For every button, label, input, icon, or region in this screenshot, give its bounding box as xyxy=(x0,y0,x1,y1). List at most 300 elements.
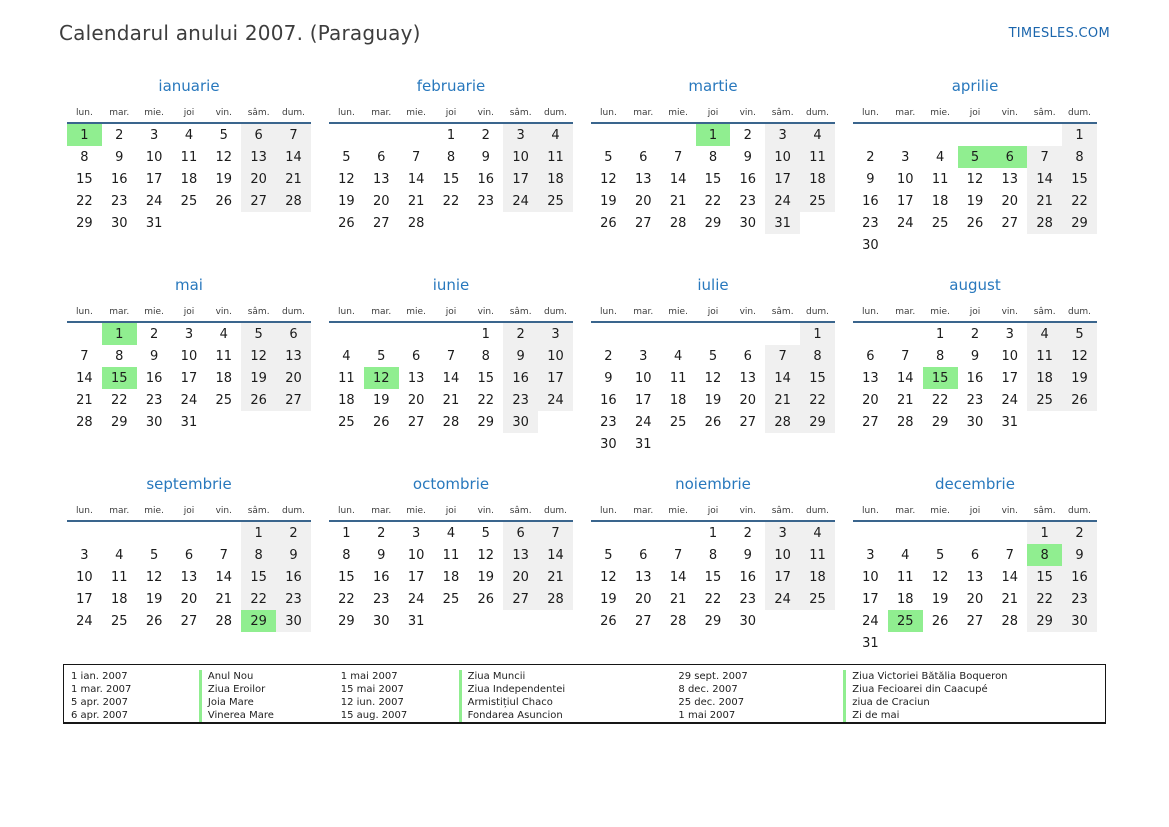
day-cell-iulie-13: 13 xyxy=(739,370,757,386)
month-title-noiembrie[interactable]: noiembrie xyxy=(675,475,751,493)
day-cell-aprilie-28: 28 xyxy=(1027,212,1062,234)
day-cell-aprilie-23: 23 xyxy=(862,215,879,231)
day-cell-iunie-10: 10 xyxy=(538,345,573,367)
empty-cell xyxy=(661,123,696,146)
day-cell-februarie-16: 16 xyxy=(477,171,495,187)
day-cell-noiembrie-22: 22 xyxy=(704,591,722,607)
day-cell-noiembrie-13: 13 xyxy=(634,569,652,585)
legend-date: 5 apr. 2007 xyxy=(71,697,129,708)
day-cell-septembrie-5: 5 xyxy=(149,547,159,563)
day-cell-decembrie-29: 29 xyxy=(1027,610,1062,632)
weekday-header: lun. xyxy=(338,506,355,516)
day-cell-ianuarie-8: 8 xyxy=(80,149,89,165)
weekday-header: sâm. xyxy=(771,108,794,118)
weekday-header: joi xyxy=(445,307,457,317)
day-cell-martie-16: 16 xyxy=(739,171,757,187)
legend-names-col-3 xyxy=(843,670,1105,722)
day-cell-ianuarie-25: 25 xyxy=(180,193,198,209)
weekday-header: sâm. xyxy=(771,307,794,317)
day-cell-august-31: 31 xyxy=(1001,414,1019,430)
day-cell-septembrie-25: 25 xyxy=(110,613,128,629)
legend-holiday-name: Ziua Independentei xyxy=(459,683,679,696)
day-cell-octombrie-4: 4 xyxy=(446,525,456,541)
day-cell-mai-12: 12 xyxy=(241,345,276,367)
month-ianuarie xyxy=(67,76,311,234)
day-cell-august-6: 6 xyxy=(866,348,875,364)
empty-cell xyxy=(853,521,888,544)
month-grid-iulie xyxy=(591,301,835,455)
weekday-header: joi xyxy=(969,108,981,118)
month-martie xyxy=(591,76,835,234)
day-cell-septembrie-9: 9 xyxy=(276,544,311,566)
empty-cell xyxy=(503,212,538,234)
day-cell-noiembrie-17: 17 xyxy=(765,566,800,588)
empty-cell xyxy=(661,433,696,455)
empty-cell xyxy=(276,411,311,433)
day-cell-noiembrie-23: 23 xyxy=(739,591,757,607)
day-cell-iulie-8: 8 xyxy=(800,345,835,367)
day-cell-iulie-14: 14 xyxy=(765,367,800,389)
day-cell-iulie-6: 6 xyxy=(743,348,752,364)
empty-cell xyxy=(958,521,993,544)
month-mai xyxy=(67,275,311,433)
day-cell-decembrie-11: 11 xyxy=(896,569,914,585)
weekday-header: mie. xyxy=(668,108,688,118)
empty-cell xyxy=(888,521,923,544)
day-cell-martie-22: 22 xyxy=(704,193,722,209)
day-cell-iulie-1: 1 xyxy=(800,322,835,345)
day-cell-februarie-11: 11 xyxy=(538,146,573,168)
month-title-mai[interactable]: mai xyxy=(175,276,203,294)
weekday-header: mie. xyxy=(930,506,950,516)
weekday-header: mie. xyxy=(406,307,426,317)
weekday-header: vin. xyxy=(739,108,756,118)
empty-cell xyxy=(591,123,626,146)
weekday-header: sâm. xyxy=(1033,108,1056,118)
day-cell-august-18: 18 xyxy=(1027,367,1062,389)
empty-cell xyxy=(730,433,765,455)
day-cell-aprilie-20: 20 xyxy=(1001,193,1019,209)
day-cell-august-8: 8 xyxy=(935,348,945,364)
legend-date: 1 mai 2007 xyxy=(678,710,736,721)
empty-cell xyxy=(853,123,888,146)
day-cell-iulie-16: 16 xyxy=(600,392,617,408)
day-cell-decembrie-20: 20 xyxy=(966,591,984,607)
day-cell-februarie-5: 5 xyxy=(342,149,351,165)
weekday-header: lun. xyxy=(76,506,93,516)
weekday-header: dum. xyxy=(282,506,306,516)
day-cell-martie-14: 14 xyxy=(669,171,687,187)
month-grid-mai xyxy=(67,301,311,433)
day-cell-octombrie-15: 15 xyxy=(338,569,355,585)
day-cell-noiembrie-16: 16 xyxy=(739,569,757,585)
day-cell-noiembrie-18: 18 xyxy=(800,566,835,588)
day-cell-decembrie-13: 13 xyxy=(966,569,984,585)
day-cell-octombrie-28: 28 xyxy=(538,588,573,610)
legend-date: 1 ian. 2007 xyxy=(71,671,128,682)
day-cell-august-9: 9 xyxy=(970,348,980,364)
day-cell-decembrie-15: 15 xyxy=(1027,566,1062,588)
legend-date: 29 sept. 2007 xyxy=(678,671,748,682)
month-grid-septembrie xyxy=(67,500,311,632)
weekday-header: mie. xyxy=(406,108,426,118)
day-cell-august-16: 16 xyxy=(966,370,984,386)
month-iulie xyxy=(591,275,835,455)
empty-cell xyxy=(1062,234,1097,256)
day-cell-iulie-19: 19 xyxy=(704,392,722,408)
day-cell-august-13: 13 xyxy=(862,370,879,386)
day-cell-septembrie-16: 16 xyxy=(276,566,311,588)
day-cell-iulie-26: 26 xyxy=(704,414,722,430)
empty-cell xyxy=(206,411,241,433)
day-cell-mai-25: 25 xyxy=(215,392,233,408)
month-grid-aprilie xyxy=(853,102,1097,256)
day-cell-aprilie-29: 29 xyxy=(1062,212,1097,234)
empty-cell xyxy=(958,632,993,654)
empty-cell xyxy=(888,322,923,345)
day-cell-aprilie-17: 17 xyxy=(896,193,914,209)
day-cell-mai-28: 28 xyxy=(76,414,93,430)
day-cell-martie-6: 6 xyxy=(639,149,648,165)
day-cell-octombrie-2: 2 xyxy=(377,525,386,541)
day-cell-decembrie-3: 3 xyxy=(866,547,875,563)
weekday-header: mar. xyxy=(109,307,130,317)
day-cell-septembrie-28: 28 xyxy=(215,613,233,629)
empty-cell xyxy=(923,521,958,544)
weekday-header: lun. xyxy=(338,307,355,317)
day-cell-iunie-13: 13 xyxy=(407,370,425,386)
weekday-header: vin. xyxy=(215,506,232,516)
month-august xyxy=(853,275,1097,433)
day-cell-aprilie-1: 1 xyxy=(1062,123,1097,146)
day-cell-iulie-28: 28 xyxy=(765,411,800,433)
day-cell-iulie-5: 5 xyxy=(708,348,718,364)
weekday-header: joi xyxy=(445,108,457,118)
day-cell-aprilie-5: 5 xyxy=(958,146,993,168)
day-cell-august-26: 26 xyxy=(1062,389,1097,411)
day-cell-iulie-7: 7 xyxy=(765,345,800,367)
day-cell-noiembrie-20: 20 xyxy=(634,591,652,607)
legend-holiday-name: Ziua Victoriei Bătălia Boqueron xyxy=(843,670,1105,683)
legend-holiday-name: Ziua Muncii xyxy=(459,670,679,683)
day-cell-septembrie-24: 24 xyxy=(76,613,93,629)
day-cell-martie-11: 11 xyxy=(800,146,835,168)
legend-holiday-name: ziua de Craciun xyxy=(843,696,1105,709)
day-cell-iulie-18: 18 xyxy=(669,392,687,408)
empty-cell xyxy=(591,521,626,544)
weekday-header: mar. xyxy=(371,506,392,516)
day-cell-februarie-2: 2 xyxy=(481,127,490,143)
day-cell-decembrie-5: 5 xyxy=(935,547,945,563)
day-cell-octombrie-7: 7 xyxy=(538,521,573,544)
empty-cell xyxy=(1027,123,1062,146)
day-cell-martie-1: 1 xyxy=(696,123,731,146)
month-title-iunie[interactable]: iunie xyxy=(432,276,470,294)
weekday-header: mar. xyxy=(895,506,916,516)
weekday-header: lun. xyxy=(862,307,879,317)
month-title-octombrie[interactable]: octombrie xyxy=(412,475,490,493)
day-cell-septembrie-21: 21 xyxy=(215,591,233,607)
day-cell-octombrie-9: 9 xyxy=(377,547,386,563)
month-decembrie xyxy=(853,474,1097,654)
day-cell-iunie-12: 12 xyxy=(364,367,399,389)
day-cell-decembrie-27: 27 xyxy=(966,613,984,629)
day-cell-iunie-30: 30 xyxy=(503,411,538,433)
month-grid-martie xyxy=(591,102,835,234)
day-cell-septembrie-14: 14 xyxy=(215,569,233,585)
day-cell-august-4: 4 xyxy=(1027,322,1062,345)
empty-cell xyxy=(765,322,800,345)
day-cell-iulie-30: 30 xyxy=(600,436,617,452)
day-cell-aprilie-30: 30 xyxy=(862,237,879,253)
day-cell-mai-21: 21 xyxy=(76,392,93,408)
day-cell-aprilie-21: 21 xyxy=(1027,190,1062,212)
day-cell-iulie-11: 11 xyxy=(669,370,687,386)
day-cell-decembrie-4: 4 xyxy=(901,547,910,563)
day-cell-octombrie-18: 18 xyxy=(442,569,460,585)
day-cell-august-30: 30 xyxy=(966,414,984,430)
weekday-header: joi xyxy=(445,506,457,516)
day-cell-decembrie-21: 21 xyxy=(1001,591,1019,607)
day-cell-noiembrie-29: 29 xyxy=(704,613,722,629)
day-cell-iulie-9: 9 xyxy=(604,370,613,386)
month-title-ianuarie[interactable]: ianuarie xyxy=(158,77,220,95)
day-cell-octombrie-3: 3 xyxy=(411,525,421,541)
day-cell-ianuarie-19: 19 xyxy=(215,171,233,187)
day-cell-noiembrie-10: 10 xyxy=(765,544,800,566)
day-cell-iunie-7: 7 xyxy=(446,348,456,364)
day-cell-noiembrie-11: 11 xyxy=(800,544,835,566)
weekday-header: vin. xyxy=(477,108,494,118)
day-cell-mai-3: 3 xyxy=(184,326,194,342)
day-cell-februarie-21: 21 xyxy=(407,193,425,209)
day-cell-februarie-1: 1 xyxy=(446,127,456,143)
day-cell-octombrie-17: 17 xyxy=(407,569,425,585)
weekday-header: mar. xyxy=(371,108,392,118)
day-cell-aprilie-24: 24 xyxy=(896,215,914,231)
day-cell-ianuarie-26: 26 xyxy=(215,193,233,209)
day-cell-martie-29: 29 xyxy=(704,215,722,231)
legend-date: 6 apr. 2007 xyxy=(71,710,129,721)
day-cell-mai-18: 18 xyxy=(215,370,233,386)
month-title-aprilie[interactable]: aprilie xyxy=(951,77,999,95)
day-cell-iunie-18: 18 xyxy=(338,392,355,408)
day-cell-martie-9: 9 xyxy=(743,149,752,165)
day-cell-ianuarie-24: 24 xyxy=(145,193,163,209)
day-cell-ianuarie-18: 18 xyxy=(180,171,198,187)
day-cell-septembrie-1: 1 xyxy=(241,521,276,544)
day-cell-septembrie-22: 22 xyxy=(241,588,276,610)
weekday-header: joi xyxy=(183,506,195,516)
day-cell-iulie-3: 3 xyxy=(639,348,648,364)
legend-holiday-name: Armistițiul Chaco xyxy=(459,696,679,709)
day-cell-decembrie-22: 22 xyxy=(1027,588,1062,610)
day-cell-aprilie-16: 16 xyxy=(862,193,879,209)
day-cell-octombrie-25: 25 xyxy=(442,591,460,607)
weekday-header: joi xyxy=(183,108,195,118)
day-cell-septembrie-4: 4 xyxy=(115,547,124,563)
day-cell-decembrie-12: 12 xyxy=(931,569,949,585)
day-cell-martie-19: 19 xyxy=(600,193,617,209)
day-cell-martie-8: 8 xyxy=(708,149,718,165)
empty-cell xyxy=(888,234,923,256)
weekday-header: sâm. xyxy=(247,108,270,118)
day-cell-iunie-3: 3 xyxy=(538,322,573,345)
month-title-decembrie[interactable]: decembrie xyxy=(935,475,1015,493)
month-title-februarie[interactable]: februarie xyxy=(416,77,486,95)
day-cell-iunie-4: 4 xyxy=(342,348,351,364)
day-cell-iunie-17: 17 xyxy=(538,367,573,389)
day-cell-februarie-27: 27 xyxy=(372,215,390,231)
day-cell-mai-5: 5 xyxy=(241,322,276,345)
weekday-header: dum. xyxy=(1068,108,1092,118)
day-cell-mai-9: 9 xyxy=(149,348,159,364)
day-cell-octombrie-5: 5 xyxy=(481,525,490,541)
day-cell-iulie-29: 29 xyxy=(800,411,835,433)
day-cell-martie-27: 27 xyxy=(634,215,652,231)
day-cell-noiembrie-26: 26 xyxy=(600,613,617,629)
day-cell-iunie-25: 25 xyxy=(338,414,355,430)
day-cell-ianuarie-29: 29 xyxy=(76,215,93,231)
empty-cell xyxy=(276,212,311,234)
day-cell-octombrie-19: 19 xyxy=(477,569,495,585)
day-cell-ianuarie-31: 31 xyxy=(145,215,163,231)
day-cell-mai-11: 11 xyxy=(215,348,233,364)
empty-cell xyxy=(102,521,137,544)
day-cell-martie-31: 31 xyxy=(765,212,800,234)
empty-cell xyxy=(434,610,469,632)
day-cell-iulie-12: 12 xyxy=(704,370,722,386)
day-cell-iunie-28: 28 xyxy=(442,414,460,430)
day-cell-ianuarie-1: 1 xyxy=(67,123,102,146)
day-cell-martie-25: 25 xyxy=(800,190,835,212)
weekday-header: vin. xyxy=(215,108,232,118)
month-aprilie xyxy=(853,76,1097,256)
empty-cell xyxy=(206,212,241,234)
day-cell-mai-31: 31 xyxy=(180,414,198,430)
day-cell-februarie-18: 18 xyxy=(538,168,573,190)
empty-cell xyxy=(172,212,207,234)
day-cell-iunie-6: 6 xyxy=(411,348,421,364)
day-cell-septembrie-6: 6 xyxy=(184,547,194,563)
day-cell-iunie-14: 14 xyxy=(442,370,460,386)
day-cell-iulie-22: 22 xyxy=(800,389,835,411)
legend-names-col-2 xyxy=(459,670,679,722)
day-cell-mai-30: 30 xyxy=(145,414,163,430)
day-cell-octombrie-10: 10 xyxy=(407,547,425,563)
empty-cell xyxy=(172,521,207,544)
day-cell-iunie-24: 24 xyxy=(538,389,573,411)
day-cell-august-3: 3 xyxy=(1005,326,1014,342)
weekday-header: mie. xyxy=(930,307,950,317)
day-cell-noiembrie-7: 7 xyxy=(673,547,683,563)
day-cell-decembrie-19: 19 xyxy=(931,591,949,607)
day-cell-decembrie-10: 10 xyxy=(862,569,879,585)
day-cell-iunie-23: 23 xyxy=(503,389,538,411)
legend-holiday-name: Zi de mai xyxy=(843,709,1105,722)
weekday-header: mar. xyxy=(109,108,130,118)
weekday-header: vin. xyxy=(1001,108,1018,118)
empty-cell xyxy=(364,123,399,146)
weekday-header: sâm. xyxy=(771,506,794,516)
month-title-iulie[interactable]: iulie xyxy=(697,276,729,294)
weekday-header: sâm. xyxy=(509,108,532,118)
day-cell-aprilie-7: 7 xyxy=(1027,146,1062,168)
empty-cell xyxy=(329,123,364,146)
day-cell-august-22: 22 xyxy=(931,392,949,408)
day-cell-iulie-20: 20 xyxy=(739,392,757,408)
day-cell-octombrie-13: 13 xyxy=(503,544,538,566)
day-cell-ianuarie-12: 12 xyxy=(215,149,233,165)
empty-cell xyxy=(992,234,1027,256)
day-cell-noiembrie-27: 27 xyxy=(634,613,652,629)
day-cell-iulie-24: 24 xyxy=(634,414,652,430)
day-cell-septembrie-10: 10 xyxy=(76,569,93,585)
weekday-header: sâm. xyxy=(247,506,270,516)
day-cell-septembrie-30: 30 xyxy=(276,610,311,632)
page-header xyxy=(0,0,1169,46)
empty-cell xyxy=(853,322,888,345)
day-cell-august-14: 14 xyxy=(896,370,914,386)
weekday-header: dum. xyxy=(282,108,306,118)
day-cell-august-28: 28 xyxy=(896,414,914,430)
day-cell-februarie-13: 13 xyxy=(372,171,390,187)
day-cell-aprilie-4: 4 xyxy=(935,149,945,165)
empty-cell xyxy=(958,123,993,146)
month-title-septembrie[interactable]: septembrie xyxy=(146,475,232,493)
legend-holiday-name: Joia Mare xyxy=(199,696,341,709)
day-cell-iunie-27: 27 xyxy=(407,414,425,430)
day-cell-august-5: 5 xyxy=(1062,322,1097,345)
day-cell-ianuarie-5: 5 xyxy=(219,127,228,143)
day-cell-mai-20: 20 xyxy=(276,367,311,389)
weekday-header: lun. xyxy=(600,108,617,118)
day-cell-noiembrie-1: 1 xyxy=(708,525,718,541)
month-grid-ianuarie xyxy=(67,102,311,234)
day-cell-aprilie-6: 6 xyxy=(992,146,1027,168)
empty-cell xyxy=(399,123,434,146)
day-cell-februarie-14: 14 xyxy=(407,171,425,187)
day-cell-februarie-22: 22 xyxy=(442,193,460,209)
month-grid-iunie xyxy=(329,301,573,433)
weekday-header: mar. xyxy=(633,108,654,118)
month-title-martie[interactable]: martie xyxy=(688,77,738,95)
empty-cell xyxy=(399,322,434,345)
day-cell-mai-17: 17 xyxy=(180,370,198,386)
site-link[interactable]: TIMESLES.COM xyxy=(1008,26,1110,41)
day-cell-iunie-20: 20 xyxy=(407,392,425,408)
empty-cell xyxy=(434,212,469,234)
weekday-header: dum. xyxy=(1068,506,1092,516)
empty-cell xyxy=(992,521,1027,544)
month-title-august[interactable]: august xyxy=(949,276,1001,294)
legend-dates-col-1 xyxy=(71,670,199,722)
day-cell-septembrie-27: 27 xyxy=(180,613,198,629)
weekday-header: mar. xyxy=(895,108,916,118)
day-cell-august-24: 24 xyxy=(1001,392,1019,408)
day-cell-noiembrie-25: 25 xyxy=(800,588,835,610)
day-cell-octombrie-14: 14 xyxy=(538,544,573,566)
day-cell-iulie-27: 27 xyxy=(739,414,757,430)
empty-cell xyxy=(329,322,364,345)
weekday-header: mie. xyxy=(144,108,164,118)
empty-cell xyxy=(765,610,800,632)
day-cell-mai-4: 4 xyxy=(219,326,228,342)
day-cell-mai-15: 15 xyxy=(102,367,137,389)
empty-cell xyxy=(206,521,241,544)
empty-cell xyxy=(67,322,102,345)
day-cell-august-12: 12 xyxy=(1062,345,1097,367)
